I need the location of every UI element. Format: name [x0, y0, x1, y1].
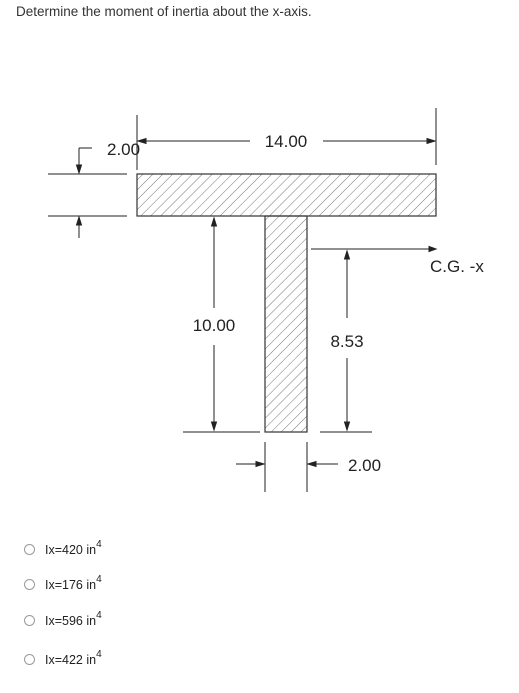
radio-button[interactable] [24, 654, 35, 665]
radio-button[interactable] [24, 615, 35, 626]
flange-thickness-label: 2.00 [107, 140, 141, 159]
answer-option-2[interactable] [24, 573, 102, 595]
web-width-label: 2.00 [348, 456, 382, 475]
web [265, 216, 307, 432]
answer-option-1[interactable] [24, 538, 102, 560]
flange [137, 174, 436, 216]
flange-thickness-dimension [48, 148, 127, 238]
option-label: Ix=596 $in^4$ [45, 609, 102, 629]
flange-width-label: 14.00 [264, 132, 308, 151]
question-text: Determine the moment of inertia about the x-axis. [16, 4, 312, 19]
answer-option-4[interactable] [24, 648, 102, 670]
answer-option-3[interactable] [24, 609, 102, 631]
radio-button[interactable] [24, 579, 35, 590]
option-label: Ix=176 $in^4$ [45, 573, 102, 593]
web-height-label: 10.00 [192, 316, 236, 335]
centroid-axis-line [311, 247, 436, 252]
radio-button[interactable] [24, 544, 35, 555]
option-label: Ix=422 $in^4$ [45, 648, 102, 668]
option-label: Ix=420 $in^4$ [45, 538, 102, 558]
centroid-distance-label: 8.53 [330, 332, 364, 351]
web-width-dimension [236, 442, 338, 492]
centroid-axis-label: C.G. -x [430, 257, 484, 276]
